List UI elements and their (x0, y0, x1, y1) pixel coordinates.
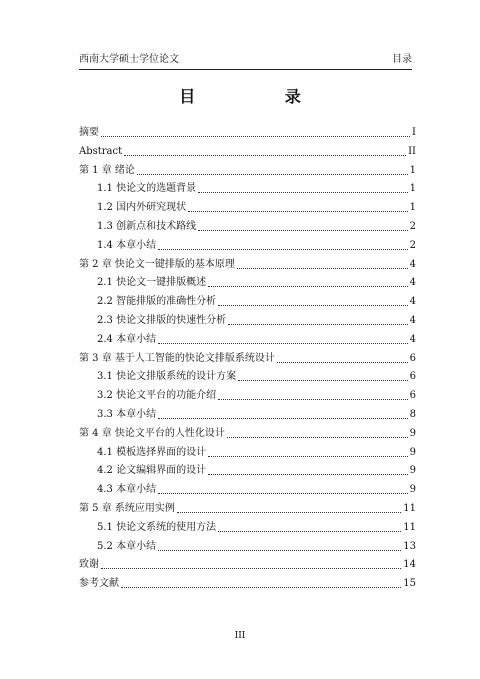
toc-chapter-entry[interactable] (79, 352, 416, 366)
toc-entry-label: 第 3 章 基于人工智能的快论文排版系统设计 (79, 352, 275, 364)
toc-chapter-entry[interactable] (79, 258, 416, 272)
toc-entry-label: 第 5 章 系统应用实例 (79, 503, 175, 514)
toc-chapter-entry[interactable] (79, 164, 416, 178)
toc-dot-leader (137, 174, 408, 175)
toc-entry-page: 13 (403, 540, 416, 552)
toc-dot-leader (218, 531, 401, 532)
toc-entry-label: 致谢 (79, 559, 99, 571)
toc-entry-label: 3.2 快论文平台的功能介绍 (97, 390, 217, 402)
toc-chapter-entry[interactable] (79, 126, 416, 140)
toc-subsection-entry[interactable] (79, 370, 416, 384)
toc-dot-leader (158, 418, 408, 419)
toc-dot-leader (188, 211, 408, 212)
toc-dot-leader (218, 399, 408, 400)
toc-dot-leader (124, 155, 406, 156)
toc-entry-label: 第 4 章 快论文平台的人性化设计 (79, 427, 225, 439)
toc-entry-label: 1.2 国内外研究现状 (97, 202, 187, 214)
toc-subsection-entry[interactable] (79, 408, 416, 422)
toc-entry-label: Abstract (79, 145, 123, 157)
toc-chapter-entry[interactable] (79, 558, 416, 572)
toc-dot-leader (158, 343, 408, 344)
toc-entry-page: 4 (409, 315, 416, 326)
toc-chapter-entry[interactable] (79, 145, 416, 159)
toc-entry-page: 4 (409, 333, 416, 345)
toc-entry-page: 1 (409, 202, 416, 214)
toc-entry-label: 1.3 创新点和技术路线 (97, 221, 197, 232)
toc-entry-label: 5.1 快论文系统的使用方法 (97, 521, 217, 533)
toc-subsection-entry[interactable] (79, 483, 416, 497)
toc-entry-label: 4.2 论文编辑界面的设计 (97, 465, 207, 477)
toc-entry-label: 第 1 章 绪论 (79, 164, 135, 176)
toc-dot-leader (101, 568, 401, 569)
toc-entry-page: 14 (403, 559, 416, 571)
toc-entry-label: 4.1 模板选择界面的设计 (97, 446, 207, 458)
toc-chapter-entry[interactable] (79, 427, 416, 441)
toc-subsection-entry[interactable] (79, 540, 416, 554)
toc-dot-leader (218, 305, 408, 306)
toc-entry-label: 3.1 快论文排版系统的设计方案 (97, 371, 237, 383)
toc-entry-label: 1.4 本章小结 (97, 239, 157, 251)
toc-subsection-entry[interactable] (79, 521, 416, 535)
toc-entry-label: 摘要 (79, 127, 99, 138)
toc-dot-leader (208, 286, 408, 287)
toc-entry-page: 9 (409, 484, 416, 496)
toc-entry-page: 6 (409, 390, 416, 402)
toc-subsection-entry[interactable] (79, 201, 416, 215)
toc-dot-leader (158, 249, 408, 250)
toc-entry-label: 4.3 本章小结 (97, 484, 157, 496)
toc-dot-leader (198, 230, 408, 231)
toc-entry-page: 6 (409, 371, 416, 383)
header-rule (79, 69, 412, 70)
page-number: III (234, 631, 246, 641)
toc-entry-page: II (408, 145, 416, 157)
toc-entry-page: 9 (409, 446, 416, 458)
page-header (79, 52, 412, 68)
toc-subsection-entry[interactable] (79, 220, 416, 234)
toc-entry-page: 4 (409, 296, 416, 308)
toc-entry-label: 2.1 快论文一键排版概述 (97, 277, 207, 289)
toc-entry-page: I (412, 127, 416, 138)
toc-dot-leader (227, 437, 408, 438)
toc-subsection-entry[interactable] (79, 333, 416, 347)
toc-dot-leader (177, 512, 401, 513)
toc-entry-page: 1 (409, 183, 416, 195)
toc-subsection-entry[interactable] (79, 276, 416, 290)
toc-dot-leader (208, 474, 408, 475)
toc-entry-label: 第 2 章 快论文一键排版的基本原理 (79, 258, 235, 270)
toc-entry-page: 9 (409, 465, 416, 477)
toc-subsection-entry[interactable] (79, 182, 416, 196)
header-section-name: 目录 (392, 54, 412, 65)
toc-entry-label: 1.1 快论文的选题背景 (97, 183, 197, 195)
toc-entry-page: 8 (409, 409, 416, 420)
toc-entry-page: 11 (403, 503, 416, 514)
toc-subsection-entry[interactable] (79, 446, 416, 460)
toc-dot-leader (208, 456, 408, 457)
toc-entry-page: 9 (409, 427, 416, 439)
toc-subsection-entry[interactable] (79, 389, 416, 403)
toc-entry-label: 2.3 快论文排版的快速性分析 (97, 315, 227, 326)
toc-dot-leader (277, 362, 408, 363)
toc-chapter-entry[interactable] (79, 577, 416, 591)
toc-entry-page: 15 (403, 578, 416, 590)
toc-entry-page: 6 (409, 352, 416, 364)
toc-subsection-entry[interactable] (79, 239, 416, 253)
toc-entry-page: 1 (409, 164, 416, 176)
toc-dot-leader (198, 192, 408, 193)
toc-chapter-entry[interactable] (79, 502, 416, 516)
toc-entry-label: 3.3 本章小结 (97, 409, 157, 420)
toc-dot-leader (158, 493, 408, 494)
header-thesis-title: 西南大学硕士学位论文 (79, 54, 179, 65)
toc-entry-page: 4 (409, 277, 416, 289)
toc-entry-page: 4 (409, 258, 416, 270)
toc-entry-page: 11 (403, 521, 416, 533)
toc-title: 目 录 (179, 87, 343, 106)
toc-subsection-entry[interactable] (79, 464, 416, 478)
toc-entry-label: 2.4 本章小结 (97, 333, 157, 345)
toc-dot-leader (158, 550, 401, 551)
toc-dot-leader (238, 380, 408, 381)
toc-entry-page: 2 (409, 239, 416, 251)
toc-dot-leader (228, 324, 408, 325)
toc-dot-leader (101, 136, 410, 137)
toc-entry-label: 2.2 智能排版的准确性分析 (97, 296, 217, 308)
toc-subsection-entry[interactable] (79, 295, 416, 309)
toc-dot-leader (237, 268, 408, 269)
toc-entry-page: 2 (409, 221, 416, 232)
toc-entry-label: 5.2 本章小结 (97, 540, 157, 552)
toc-entry-label: 参考文献 (79, 578, 119, 590)
toc-subsection-entry[interactable] (79, 314, 416, 328)
toc-dot-leader (121, 587, 401, 588)
